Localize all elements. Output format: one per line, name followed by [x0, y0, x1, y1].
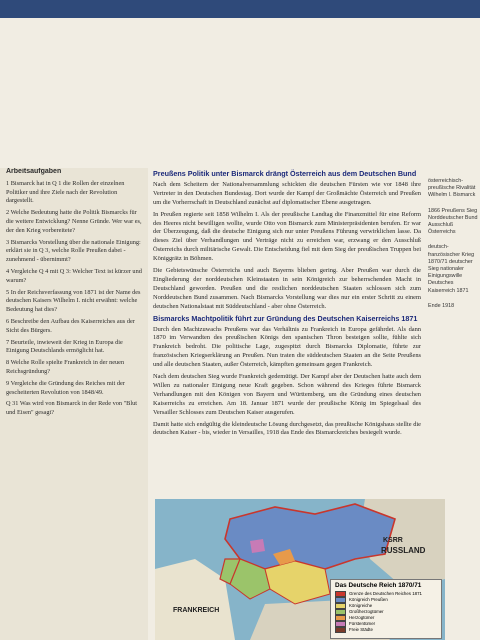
map-legend — [330, 579, 442, 639]
assignment-item: 5 In der Reichsverfassung von 1871 ist der Name des deutschen Kaisers Wilhelm I. nicht erwähnt: welche Bedeutung hat dies? — [6, 288, 141, 314]
map-region-principalities — [250, 539, 265, 553]
map-german-empire-1871 — [155, 499, 445, 640]
margin-note: 1866 Preußens Sieg Norddeutscher Bund Ausschluß Österreichs — [428, 207, 478, 236]
assignment-item: 1 Bismarck hat in Q 1 die Rollen der einzelnen Politiker und ihre Ziele nach der Revolution dargestellt. — [6, 179, 125, 205]
legend-label: Grenze des Deutschen Reiches 1871 — [349, 591, 422, 596]
margin-notes — [428, 178, 478, 318]
map-label-russia-sub: KSRR — [383, 537, 403, 544]
legend-label: Fürstentümer — [349, 621, 376, 626]
assignment-item: 7 Beurteile, inwieweit der Krieg in Europa die Einigung Deutschlands ermöglicht hat. — [6, 338, 123, 355]
section-heading-empire-founding: Bismarcks Machtpolitik führt zur Gründung des Deutschen Kaiserreichs 1871 — [153, 313, 418, 323]
legend-label: Freie Städte — [349, 627, 373, 632]
assignments-heading: Arbeitsaufgaben — [6, 168, 62, 175]
section-heading-prussia-austria: Preußens Politik unter Bismarck drängt Österreich aus dem Deutschen Bund — [153, 169, 417, 178]
assignment-item: 3 Bismarcks Vorstellung über die nationale Einigung: erklärt sie in Q 3, welche Rolle Preußen dabei - zunehmend - übernimmt? — [6, 238, 141, 264]
legend-swatch — [335, 627, 346, 633]
body-paragraph: Durch den Machtzuwachs Preußens war das Verhältnis zu Frankreich in Europa gefährdet. Als dann 1870 im Verwandten des preußischen Königs den spanischen Thron besteigen sollte, fühlte sich Frankreich bedroht. Die politische Lage, zugespitzt durch Bismarcks Diplomatie, führte zur französischen Kriegserklärung an Preußen. Nun traten die süddeutschen Staaten an die Seite Preußens und alle deutschen Staaten, außer Österreich, kämpften gemeinsam gegen Frankreich. — [153, 325, 421, 369]
map-label-russia: RUSSLAND — [381, 546, 426, 555]
margin-note: österreichisch-preußische Rivalität Wilhelm I. Bismarck — [428, 178, 476, 199]
body-paragraph: Nach dem deutschen Sieg wurde Frankreich gedemütigt. Der Kampf aber der Deutschen hatte auch dem Willen zu nationaler Einigung neue Kraft gegeben. Schon während des Krieges führte Bismarck Verhandlungen mit den Königen von Bayern und Württemberg, um die Gründung eines deutschen Kaiserreichs zu erreichen. Am 18. Januar 1871 wurde der preußische König im Spiegelsaal des Versailler Schlosses zum Deutschen Kaiser ausgerufen. — [153, 373, 421, 416]
assignment-item: 8 Welche Rolle spielte Frankreich in der neuen Reichsgründung? — [6, 359, 125, 375]
margin-note: Ende 1918 — [428, 302, 455, 309]
work-assignments-column — [0, 168, 148, 640]
page-top-edge — [0, 0, 480, 18]
legend-item — [331, 627, 441, 633]
book-page — [0, 18, 480, 640]
assignment-item: 6 Beschreibe den Aufbau des Kaiserreiches aus der Sicht des Bürgers. — [6, 317, 135, 334]
body-paragraph: Damit hatte sich endgültig die kleindeutsche Lösung durchgesetzt, das preußische Königshaus stellte die deutschen Kaiser - bis, wieder in Versailles, 1918 das Ende des Bismarckreiches besiegelt wurde. — [153, 420, 421, 437]
map-region-kingdoms — [265, 561, 330, 604]
legend-label: Königreich Preußen — [349, 597, 388, 602]
legend-title: Das Deutsche Reich 1870/71 — [335, 582, 422, 589]
legend-label: Großherzogtümer — [349, 609, 384, 614]
body-paragraph: Die Gebietswünsche Österreichs und auch Bayerns blieben gering. Aber Preußen war durch die Eingliederung der norddeutschen Kleinstaaten in sein Königreich zur beherrschenden Macht in Deutschland geworden. Preußen und die restlichen norddeutschen Staaten schlossen sich zum Norddeutschen Bund zusammen. Nach Bismarcks Vorstellung war dies nur ein erster Schritt zu einem deutschen Nationalstaat mit Süddeutschland - aber ohne Österreich. — [153, 267, 421, 310]
map-region-prussia — [225, 504, 395, 569]
margin-note: deutsch-französischer Krieg 1870/71 deutscher Sieg nationaler Einigungswille Deutsches Kaiserreich 1871 — [428, 244, 475, 294]
body-paragraph: In Preußen regierte seit 1858 Wilhelm I. Als der preußische Landtag die Finanzmittel für eine Reform des Heeres nicht bewilligen wollte, wurde Otto von Bismarck zum Ministerpräsidenten berufen. Er war der Überzeugung, daß die deutsche Einigung sich nur unter Preußens Führung verwirklichen lasse. Da dieses Ziel über Verhandlungen und Verträge nicht zu erreichen war, erzwang er den Ausschluß Österreichs durch militärische Gewalt. Die Entscheidung fiel mit dem Sieg der preußischen Truppen bei Königgrätz in Böhmen. — [153, 210, 421, 263]
map-label-france: FRANKREICH — [173, 607, 220, 614]
assignment-item: 2 Welche Bedeutung hatte die Politik Bismarcks für die weitere Entwicklung? Nenne Gründe. Wer war es, der den Krieg vorbereitete? — [6, 209, 142, 234]
assignment-item: 9 Vergleiche die Gründung des Reiches mit der gescheiterten Revolution von 1848/49. — [6, 379, 125, 396]
legend-label: Königreiche — [349, 603, 373, 608]
assignment-item: 4 Vergleiche Q 4 mit Q 3: Welcher Text ist kürzer und warum? — [6, 267, 142, 284]
body-paragraph: Nach dem Scheitern der Nationalversammlung schickten die deutschen Fürsten wie vor 1848 ihre Vertreter in den Deutschen Bundestag. Dort wurde der Kampf der Großmächte Österreich und Preußen um die Vorherrschaft in Deutschland zunächst auf diplomatischer Ebene ausgetragen. — [153, 180, 421, 206]
main-text-column — [153, 168, 421, 441]
assignment-item: Q 31 Was wird von Bismarck in der Rede von "Blut und Eisen" gesagt? — [6, 400, 138, 417]
legend-label: Herzogtümer — [349, 615, 375, 620]
